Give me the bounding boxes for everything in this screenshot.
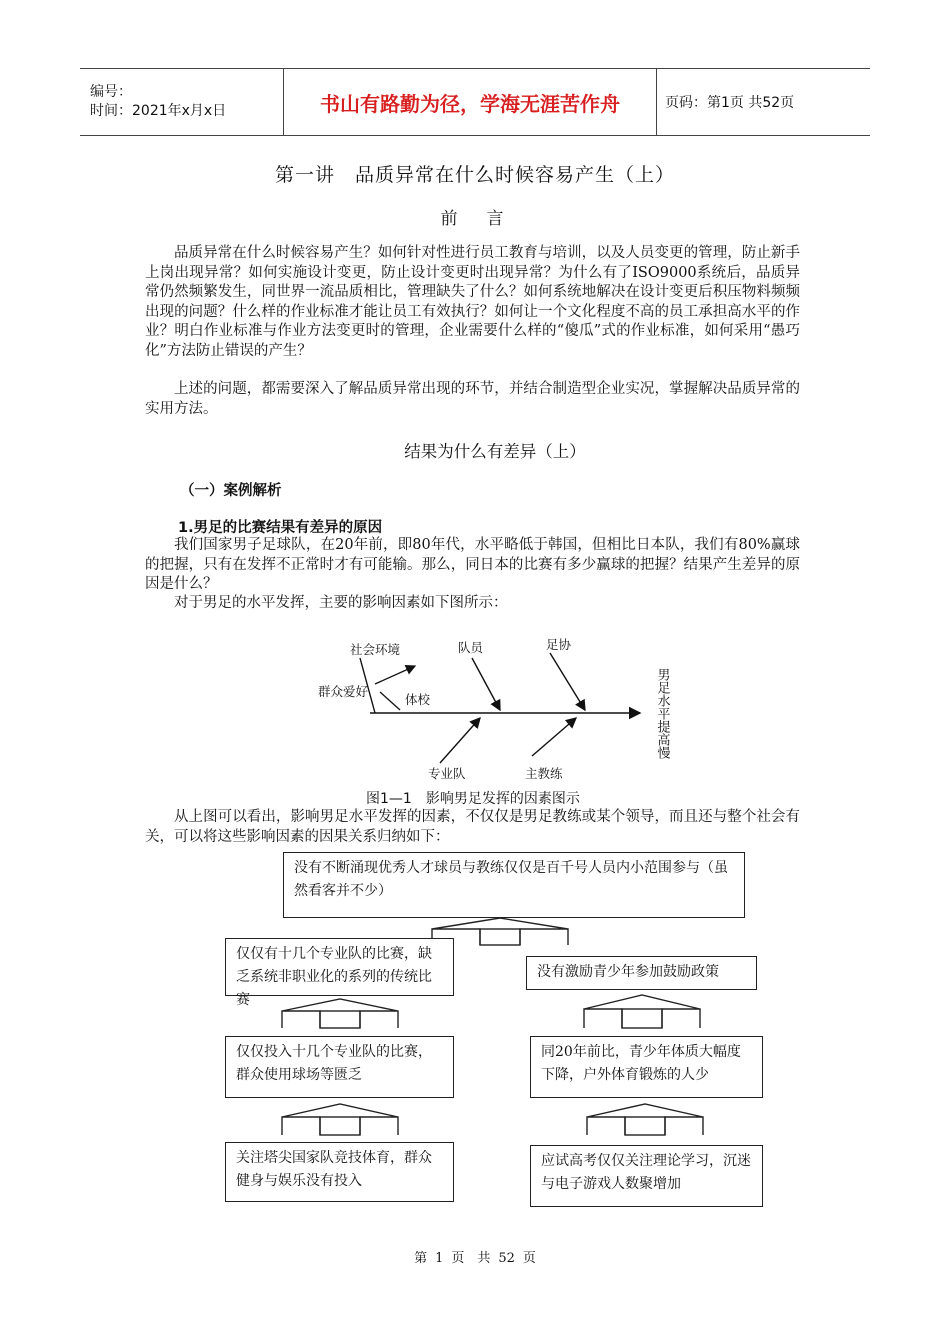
footer-page-number: 1 — [435, 1251, 444, 1266]
footer-page-prefix: 第 — [414, 1251, 428, 1266]
after-figure-paragraph: 从上图可以看出，影响男足水平发挥的因素，不仅仅是男足教练或某个领导，而且还与整个社会有关，可以将这些影响因素的因果关系归纳如下： — [145, 809, 800, 845]
document-time-label: 时间：2021年x月x日 — [90, 103, 227, 119]
document-number-label: 编号： — [90, 84, 132, 100]
footer-page-middle: 页 共 — [451, 1251, 491, 1266]
bone-pro-teams — [440, 718, 480, 763]
label-effect: 男足水平提高慢 — [654, 668, 670, 759]
label-association: 足协 — [546, 637, 572, 652]
preface-paragraph-1: 品质异常在什么时候容易产生？如何针对性进行员工教育与培训，以及人员变更的管理，防止新手上岗出现异常？如何实施设计变更，防止设计变更时出现异常？为什么有了ISO9000系统后，品质异常仍然频繁发生，同世界一流品质相比，管理缺失了什么？如何系统地解决在设计变更后积压物料频频出现的问题？什么样的作业标准才能让员工有效执行？如何让一个文化程度不高的员工承担高水平的作业？明白作业标准与作业方法变更时的管理，企业需要什么样的“傻瓜”式的作业标准，如何采用“愚巧化”方法防止错误的产生？ — [145, 245, 800, 359]
preface-title: 前 言 — [440, 209, 510, 229]
flow-box-right-1: 没有激励青少年参加鼓励政策 — [526, 956, 757, 990]
header-page-info: 页码：第1页 共52页 — [665, 95, 795, 111]
page-footer — [0, 1247, 950, 1266]
up-arrow-left-1 — [280, 998, 400, 1030]
footer-page-suffix: 页 — [522, 1251, 536, 1266]
case-title: 1.男足的比赛结果有差异的原因 — [178, 520, 383, 536]
label-players: 队员 — [458, 640, 484, 655]
page-header — [80, 68, 870, 136]
figure-caption: 图1—1 影响男足发挥的因素图示 — [366, 791, 580, 807]
flow-box-left-1: 仅仅有十几个专业队的比赛，缺乏系统非职业化的系列的传统比赛 — [225, 938, 454, 996]
flow-box-right-2: 同20年前比，青少年体质大幅度下降，户外体育锻炼的人少 — [530, 1036, 763, 1098]
section-title: 结果为什么有差异（上） — [404, 442, 586, 461]
flow-box-top: 没有不断涌现优秀人才球员与教练仅仅是百千号人员内小范围参与（虽然看客并不少） — [283, 852, 745, 918]
up-arrow-right-1 — [582, 994, 702, 1030]
flow-box-left-3: 关注塔尖国家队竞技体育，群众健身与娱乐没有投入 — [225, 1142, 454, 1202]
footer-page-total: 52 — [498, 1251, 515, 1266]
label-head-coach: 主教练 — [525, 766, 563, 781]
label-social-env: 社会环境 — [350, 642, 401, 657]
preface-paragraph-2: 上述的问题，都需要深入了解品质异常出现的环节，并结合制造型企业实况，掌握解决品质异常的实用方法。 — [145, 381, 800, 417]
header-left-cell — [80, 69, 283, 135]
bone-fans — [375, 666, 415, 684]
lecture-title: 第一讲 品质异常在什么时候容易产生（上） — [274, 164, 675, 186]
up-arrow-right-2 — [585, 1103, 705, 1137]
header-motto: 书山有路勤为径，学海无涯苦作舟 — [283, 69, 657, 135]
bone-players — [472, 658, 500, 710]
bone-association — [550, 653, 585, 710]
flow-box-left-2: 仅仅投入十几个专业队的比赛，群众使用球场等匮乏 — [225, 1036, 454, 1098]
up-arrow-left-2 — [280, 1103, 400, 1137]
flow-box-right-3: 应试高考仅仅关注理论学习，沉迷与电子游戏人数聚增加 — [530, 1145, 763, 1207]
bone-sports-school — [380, 692, 400, 710]
label-fans: 群众爱好 — [318, 684, 369, 699]
case-paragraph-2: 对于男足的水平发挥，主要的影响因素如下图所示： — [174, 595, 508, 611]
label-sports-school: 体校 — [405, 692, 431, 707]
bone-head-coach — [532, 718, 576, 756]
label-pro-teams: 专业队 — [428, 766, 466, 781]
fishbone-diagram — [300, 628, 690, 786]
case-paragraph-1: 我们国家男子足球队，在20年前，即80年代，水平略低于韩国，但相比日本队，我们有80%赢球的把握，只有在发挥不正常时才有可能输。那么，同日本的比赛有多少赢球的把握？结果产生差异的原因是什么？ — [145, 537, 800, 592]
subsection-title: （一）案例解析 — [180, 483, 282, 499]
